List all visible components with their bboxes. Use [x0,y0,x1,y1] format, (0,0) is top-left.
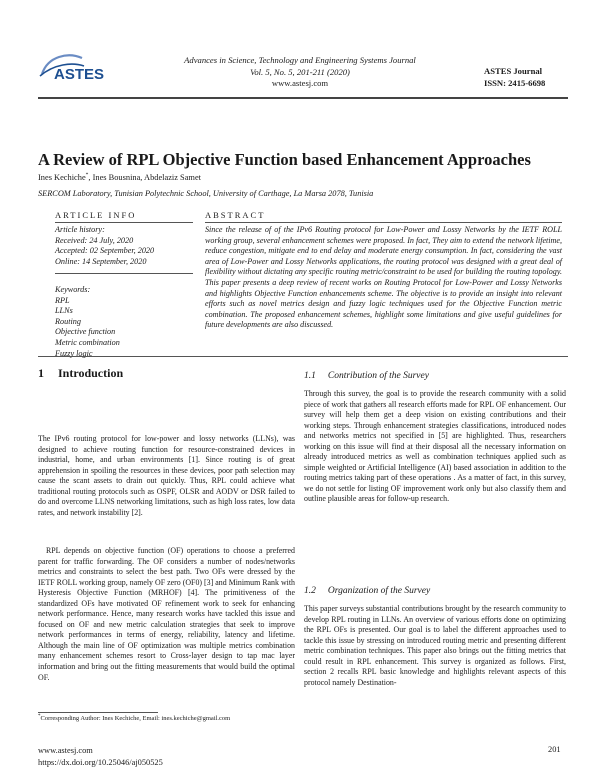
section-number: 1 [38,366,44,380]
page-number: 201 [548,745,561,754]
subsection-heading-organization [304,586,430,596]
corresponding-mark: * [85,172,89,178]
corresponding-author: Ines Kechiche [38,172,86,182]
organization-paragraph: This paper surveys substantial contributions brought by the research community to develop RPL routing in LLNs. An overview of various efforts done on optimizing the RPL OFs is presented. Our goal is to label the different approaches used to tackle this issue by stressing on introduced routing metric and presenting different metric combination techniques. This paper also brings out the fitting metrics that could result in RPL enhancement. This survey is organized as follows. First, section 2 recalls RPL basic knowledge and highlights relevant aspects of this protocol namely Destination- [304,604,566,687]
subsection-number: 1.2 [304,586,316,596]
footnote-divider [38,712,158,713]
subsection-number: 1.1 [304,371,316,381]
keywords-label: Keywords: [55,285,91,294]
keyword-item: LLNs [55,306,73,316]
section-title: Introduction [58,366,124,380]
contribution-paragraph: Through this survey, the goal is to provide the research community with a solid piece of work that gathers all research efforts made for RPL OF enhancement. Our survey will help them get a deep vision on existing contributions and their working steps. Through enhancement strategies classifications, introduced nodes and networks metrics not specified in [5] are highlighted. Thus, researchers working on this issue will find at their disposal all the necessary information on already introduced metrics as well as combination techniques applied such as simple weighted or Artificial Intelligence (AI) based association in addition to the routing metrics taking part of these operations . As a matter of fact, in this survey, we do not settle for listing OF improvement work only but also classify them and outline plausible areas for follow-up research. [304,389,566,504]
journal-side-info [484,66,545,89]
volume-info: Vol. 5, No. 5, 201-211 (2020) [250,66,350,77]
abstract-text: Since the release of of the IPv6 Routing protocol for Low-Power and Lossy Networks by the IETF ROLL working group, several enhancement schemes were proposed. In fact, They aim to extend the network lifetime, reduce congestion, mitigate end to end delay and moderate energy consumption. In fact, considering the vast area of Low-Power and Lossy Networks applications, the routing protocol was designed with a great deal of flexibility without dictating any specific routing metric/constraint to be used for building the routing topology. This paper presents a deep review of recent works on Routing Protocol for Low-Power and Lossy Networks and highlights Objective Function enhancements scheme. The objective is to provide an insight into relevant efforts such as novel metrics design and fuzzy logic techniques used for the Objective Function metric combination. The proposed enhancement schemes, highlight some limitations and give useful guidelines for future developments are also discussed. [205,225,562,330]
abstract-heading: ABSTRACT [205,210,562,223]
subsection-title: Organization of the Survey [327,586,431,596]
logo-text: ASTES [54,66,105,83]
co-authors: , Ines Bousnina, Abdelaziz Samet [88,172,201,182]
subsection-title: Contribution of the Survey [327,371,429,381]
page-footer [38,745,163,768]
paper-title: A Review of RPL Objective Function based Enhancement Approaches [38,150,531,169]
accepted-date: Accepted: 02 September, 2020 [55,246,155,256]
journal-name: Advances in Science, Technology and Engineering Systems Journal [184,55,416,65]
corresponding-footnote [38,714,230,722]
online-date: Online: 14 September, 2020 [55,256,147,266]
footer-doi[interactable]: https://dx.doi.org/10.25046/aj050525 [38,757,163,767]
header-divider [38,97,568,99]
received-date: Received: 24 July, 2020 [55,235,134,245]
intro-paragraph-2: RPL depends on objective function (OF) operations to choose a preferred parent for traffic forwarding. The OF considers a number of nodes/networks metrics and constraints to select the best path. Two OFs were dressed by the IETF ROLL working group, namely OF zero (OF0) [3] and Minimum Rank with Hysteresis Objective Function (MRHOF) [4]. The primitiveness of the standardized OFs have motivated OF refinement work to seek for enhancing network performance. Hence, many research works have tackled this issue and focused on OF and new metric calculation strategies that seek to improve network performances in terms of energy, reliability, latency and lifetime. Although the main line of OF optimization was multiple metrics combination many enhancement schemes resort to Cross-layer design to tap mac layer information and bring out the fitting measurements that would build the optimal OF. [38,546,295,682]
footnote-mark: * [38,714,41,719]
article-history [55,225,193,274]
astes-logo [38,50,148,84]
front-matter-divider [38,356,568,357]
footnote-text: Corresponding Author: Ines Kechiche, Email: ines.kechiche@gmail.com [40,715,231,723]
footer-website[interactable]: www.astesj.com [38,746,93,755]
subsection-heading-contribution [304,371,429,381]
keyword-item: Metric combination [55,337,120,347]
keywords-block [55,285,193,359]
affiliation: SERCOM Laboratory, Tunisian Polytechnic School, University of Carthage, La Marsa 2078, Tunisia [38,189,374,198]
history-label: Article history: [55,225,105,234]
author-list [38,172,201,182]
keyword-item: Fuzzy logic [55,348,93,358]
keyword-item: Routing [55,316,81,326]
journal-issn: ISSN: 2415-6698 [484,77,546,88]
article-info-heading: ARTICLE INFO [55,210,193,223]
journal-side-title: ASTES Journal [484,66,543,76]
journal-website[interactable]: www.astesj.com [271,78,329,88]
intro-paragraph-1: The IPv6 routing protocol for low-power and lossy networks (LLNs), was designed to achieve routing function for resource-constrained devices in industrial, home, and urban environments [1]. Since routing is of great apprehension in spoiling the resources in these devices, poor path selection may cause the scant assets to drain out quickly. Thus, RPL could achieve what traditional routing protocols such as OSPF, OLSR and AODV or DSR failed to do and overcome LLNS networking limitations, such as high loss rates, low data rates, and network instability [2]. [38,434,295,517]
keyword-item: RPL [55,295,70,305]
keyword-item: Objective function [55,327,116,337]
journal-info [155,55,445,90]
section-heading-introduction [38,366,123,381]
